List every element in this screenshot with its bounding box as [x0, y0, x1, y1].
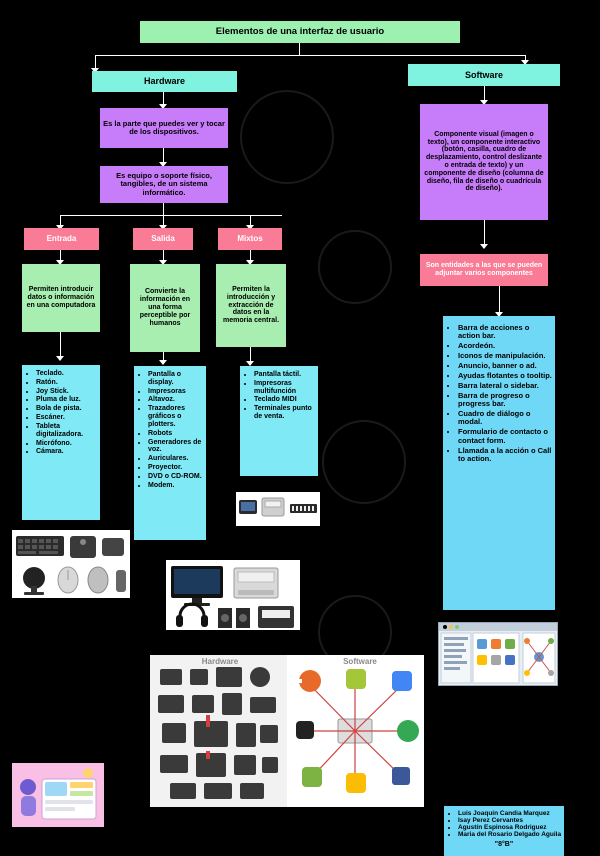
list-item: • Impresoras [148, 388, 204, 396]
list-item: • Generadores de voz. [148, 439, 204, 455]
list-item: • Pantalla o display. [148, 371, 204, 387]
diagram-title: Elementos de una interfaz de usuario [140, 21, 460, 43]
list-item: • Teclado MIDI [254, 396, 316, 404]
hardware-heading: Hardware [92, 71, 237, 92]
list-item: • Impresoras multifunción [254, 380, 316, 396]
list-item: • Ayudas flotantes o tooltip. [458, 372, 552, 380]
list-item: • Teclado. [36, 370, 98, 378]
authors-box [444, 806, 564, 856]
image-mixed-devices [236, 492, 320, 526]
collage-label-hardware: Hardware [201, 656, 239, 666]
hardware-definition-2: Es equipo o soporte físico, tangibles, de un sistema informático. [100, 166, 228, 203]
list-item: • Anuncio, banner o ad. [458, 362, 552, 370]
list-item: • Tableta digitalizadora. [36, 423, 98, 439]
software-definition-1: Componente visual (imagen o texto), un componente interactivo (botón, casilla, cuadro de desplazamiento, control deslizante o entrada de texto) y un componente de diseño (columna de diseño, fila de diseño o cuadrícula de diseño). [420, 104, 548, 220]
author-item: • Agustín Espinosa Rodriguez [458, 824, 562, 831]
connector [299, 43, 300, 55]
list-item: • DVD o CD-ROM. [148, 473, 204, 481]
list-item: • Robots [148, 430, 204, 438]
connector-arrow [480, 244, 488, 249]
image-output-devices [166, 560, 300, 630]
collage-label-software: Software [343, 656, 377, 666]
list-item: • Altavoz. [148, 396, 204, 404]
list-item: • Micrófono. [36, 440, 98, 448]
list-item: • Escáner. [36, 414, 98, 422]
connector-arrow [159, 360, 167, 365]
branch-label-entrada: Entrada [24, 228, 99, 250]
list-item: • Bola de pista. [36, 405, 98, 413]
list-item: • Cámara. [36, 448, 98, 456]
author-item: • Luis Joaquín Candia Marquez [458, 810, 562, 817]
list-item: • Pantalla táctil. [254, 371, 316, 379]
branch-desc-entrada: Permiten introducir datos o información en una computadora [22, 264, 100, 332]
list-item: • Auriculares. [148, 455, 204, 463]
list-item: • Terminales punto de venta. [254, 405, 316, 421]
software-items [446, 324, 552, 465]
connector [95, 55, 525, 56]
salida-items [136, 371, 204, 491]
decorative-circle [322, 420, 406, 504]
branch-list-mixtos [240, 366, 318, 476]
image-ui-illustration [12, 763, 104, 827]
list-item: • Barra de progreso o progress bar. [458, 392, 552, 409]
mixtos-items [242, 371, 316, 422]
list-item: • Proyector. [148, 464, 204, 472]
branch-label-mixtos: Mixtos [218, 228, 282, 250]
author-list [446, 810, 562, 838]
image-software-ui-screenshot [438, 622, 558, 686]
entrada-items [24, 370, 98, 457]
grade-label: "8°B" [494, 841, 514, 848]
image-input-devices [12, 530, 130, 598]
list-item: • Acordeón. [458, 342, 552, 350]
list-item: • Trazadores gráficos o plotters. [148, 405, 204, 428]
branch-list-entrada [22, 365, 100, 520]
software-elements-list [443, 316, 555, 610]
hardware-definition-1: Es la parte que puedes ver y tocar de los dispositivos. [100, 108, 228, 148]
decorative-circle [240, 90, 334, 184]
decorative-circle [318, 230, 392, 304]
connector [163, 203, 164, 215]
branch-desc-mixtos: Permiten la introducción y extracción de datos en la memoria central. [216, 264, 286, 347]
connector [60, 215, 282, 216]
list-item: • Llamada a la acción o Call to action. [458, 447, 552, 464]
list-item: • Formulario de contacto o contact form. [458, 428, 552, 445]
list-item: • Barra de acciones o action bar. [458, 324, 552, 341]
image-hardware-software-collage [150, 655, 424, 807]
branch-label-salida: Salida [133, 228, 193, 250]
list-item: • Iconos de manipulación. [458, 352, 552, 360]
author-item: • Maria del Rosario Delgado Aguila [458, 831, 562, 838]
list-item: • Cuadro de diálogo o modal. [458, 410, 552, 427]
branch-desc-salida: Convierte la información en una forma perceptible por humanos [130, 264, 200, 352]
branch-list-salida [134, 366, 206, 540]
list-item: • Barra lateral o sidebar. [458, 382, 552, 390]
connector-arrow [56, 356, 64, 361]
software-heading: Software [408, 64, 560, 86]
software-definition-2: Son entidades a las que se pueden adjuntar varios componentes [420, 254, 548, 286]
list-item: • Joy Stick. [36, 388, 98, 396]
author-item: • Isay Perez Cervantes [458, 817, 562, 824]
list-item: • Modem. [148, 482, 204, 490]
list-item: • Ratón. [36, 379, 98, 387]
list-item: • Pluma de luz. [36, 396, 98, 404]
